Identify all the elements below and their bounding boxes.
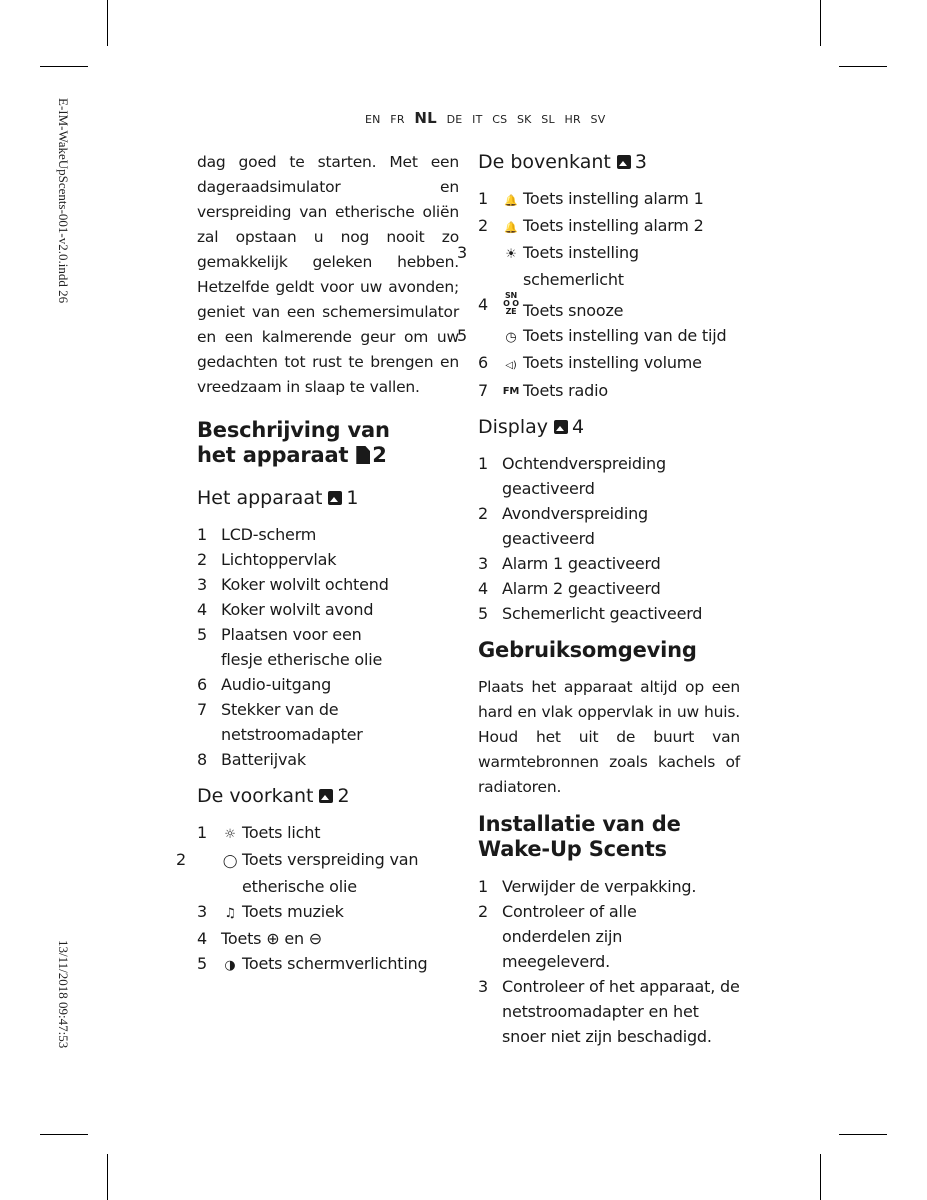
list-item: 3 Controleer of het apparaat, de netstroomadapter en het snoer niet zijn beschadigd. — [478, 977, 740, 1046]
list-item: 2 🔔 Toets instelling alarm 2 — [478, 213, 740, 240]
section-title-installatie: Installatie van de Wake-Up Scents — [478, 812, 681, 861]
volume-icon: ◁) — [505, 360, 517, 371]
list-item: 6 ◁) Toets instelling volume — [478, 350, 740, 378]
lang-en: EN — [365, 113, 381, 126]
list-item: 3 ♫ Toets muziek — [197, 899, 459, 926]
list-item: 2 Controleer of alle onderdelen zijn meegeleverd. — [478, 902, 637, 971]
minus-circle-icon: ⊖ — [308, 929, 323, 948]
lang-sk: SK — [516, 113, 532, 126]
lang-sl: SL — [541, 113, 555, 126]
list-item: 3 Alarm 1 geactiveerd — [478, 554, 661, 573]
list-item: 4 Alarm 2 geactiveerd — [478, 579, 661, 598]
document-icon — [356, 446, 370, 464]
list-item: 5 Plaatsen voor een flesje etherische olie — [197, 625, 383, 669]
apparaat-list — [197, 522, 459, 772]
plus-circle-icon: ⊕ — [266, 929, 280, 948]
section-title-gebruiksomgeving: Gebruiksomgeving — [478, 638, 697, 662]
crop-mark — [839, 1134, 887, 1135]
list-item: 1 LCD-scherm — [197, 525, 317, 544]
language-bar — [365, 109, 611, 127]
snooze-icon: SNO OZE — [503, 291, 519, 316]
image-icon — [554, 420, 568, 434]
image-icon — [328, 491, 342, 505]
radio-icon: FM — [502, 386, 520, 397]
list-item: 8 Batterijvak — [197, 750, 306, 769]
crop-mark — [820, 0, 821, 46]
music-icon: ♫ — [224, 906, 236, 921]
list-item: 3 ☀ Toets instelling schemerlicht — [457, 243, 639, 289]
list-item: 4 Koker wolvilt avond — [197, 600, 374, 619]
lang-it: IT — [472, 113, 483, 126]
light-icon: ☼ — [224, 827, 236, 842]
crop-mark — [40, 1134, 88, 1135]
list-item: 7 FM Toets radio — [478, 381, 608, 400]
clock-icon: ◷ — [505, 330, 517, 345]
crop-mark — [839, 66, 887, 67]
image-icon — [617, 155, 631, 169]
lang-fr: FR — [390, 113, 405, 126]
contrast-icon: ◑ — [224, 958, 236, 973]
list-item: 1 ☼ Toets licht — [197, 820, 459, 847]
list-item: 1 Verwijder de verpakking. — [478, 877, 697, 896]
intro-paragraph: dag goed te starten. Met een dageraadsimulator en verspreiding van etherische oliën zal opstaan u nog nooit zo gemakkelijk geleken hebben. Hetzelfde geldt voor uw avonden; geniet van een schemersimulator en een kalmerende geur om uw gedachten tot rust te brengen en vreedzaam in slaap te vallen. — [197, 153, 459, 396]
left-column — [176, 150, 459, 978]
lang-nl-active: NL — [414, 109, 437, 127]
gebruik-paragraph: Plaats het apparaat altijd op een hard en vlak oppervlak in uw huis. Houd het uit de buurt van warmtebronnen zoals kachels of radiatoren. — [478, 678, 740, 796]
bovenkant-list — [457, 186, 740, 403]
installatie-list — [478, 874, 740, 1049]
list-item: 5 Schemerlicht geactiveerd — [478, 604, 703, 623]
sunset-icon: ☀ — [505, 247, 517, 262]
crop-mark — [40, 66, 88, 67]
display-list — [478, 451, 740, 626]
crop-mark — [107, 1154, 108, 1200]
drop-icon: ◯ — [222, 854, 238, 869]
list-item: 2 Lichtoppervlak — [197, 550, 337, 569]
subsection-title-bovenkant: De bovenkant 3 — [478, 151, 647, 173]
list-item: 5 ◷ Toets instelling van de tijd — [478, 323, 740, 350]
lang-de: DE — [446, 113, 463, 126]
list-item: 3 Koker wolvilt ochtend — [197, 575, 389, 594]
image-icon — [319, 789, 333, 803]
list-item: 7 Stekker van de netstroomadapter — [197, 700, 363, 744]
list-item: 2 Avondverspreiding geactiveerd — [478, 504, 648, 548]
subsection-title-apparaat: Het apparaat 1 — [197, 487, 359, 509]
crop-mark — [107, 0, 108, 46]
list-item: 4 Toets ⊕ en ⊖ — [197, 929, 323, 948]
section-title: Beschrijving van het apparaat 2 — [197, 418, 390, 467]
lang-sv: SV — [590, 113, 606, 126]
list-item: 2 ◯ Toets verspreiding van etherische olie — [176, 850, 419, 896]
list-item: 1 🔔 Toets instelling alarm 1 — [478, 186, 740, 213]
list-item: 4 SNO OZE Toets snooze — [478, 291, 624, 320]
list-item: 1 Ochtendverspreiding geactiveerd — [478, 454, 666, 498]
right-column — [457, 150, 740, 1049]
subsection-title-display: Display 4 — [478, 416, 585, 438]
crop-mark — [820, 1154, 821, 1200]
alarm-2-icon: 🔔 — [504, 221, 518, 234]
list-item: 6 Audio-uitgang — [197, 675, 332, 694]
voorkant-list — [176, 820, 459, 978]
slug-file-name: E-IM-WakeUpScents-001-v2.0.indd 26 — [56, 98, 71, 304]
alarm-1-icon: 🔔 — [504, 194, 518, 207]
lang-hr: HR — [564, 113, 581, 126]
lang-cs: CS — [492, 113, 508, 126]
subsection-title-voorkant: De voorkant 2 — [197, 785, 350, 807]
slug-timestamp: 13/11/2018 09:47:53 — [56, 940, 71, 1049]
list-item: 5 ◑ Toets schermverlichting — [197, 951, 459, 978]
